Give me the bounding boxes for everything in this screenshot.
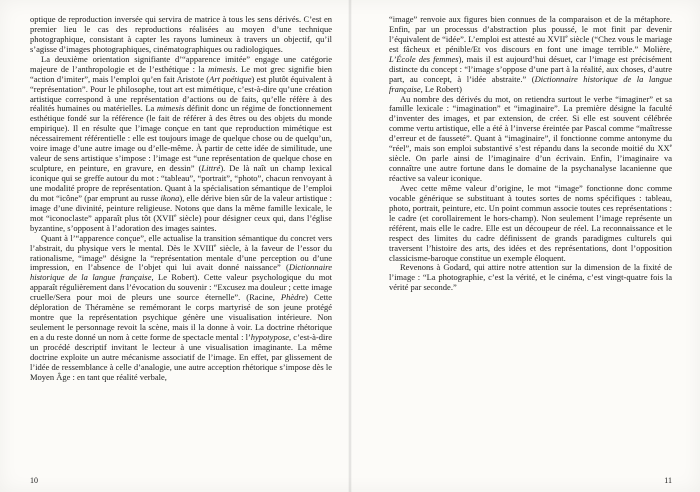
page-number-left: 10 — [30, 476, 38, 485]
page-right — [350, 0, 700, 492]
page-number-right: 11 — [664, 476, 672, 485]
paragraph: Revenons à Godard, qui attire notre attention sur la dimension de la fixité de l’image : “La photographie, c’est la vérité, et le cinéma, c’est vingt-quatre fois la vérité par seconde.” — [389, 262, 672, 293]
paragraph: La deuxième orientation signifiante d’“apparence imitée” engage une catégorie majeure de l’anthropologie et de l’esthétique : la mimesis. Le mot grec signifie bien “action d’imiter”, mais l’emploi qu’en fait Aristote (Art poétique) est plutôt équivalent à “représentation”. Pour le philosophe, tout art est mimétique, c’est-à-dire qu’une création artistique correspond à une représentation d’actions ou de faits, qu’elle réfère à des réalités humaines ou matérielles. La mimesis définit donc un régime de fonctionnement esthétique fondé sur la référence (le fait de référer à des êtres ou des objets du monde empirique). Il en résulte que l’image conçue en tant que reproduction mimétique est nécessairement référentielle : elle est toujours image de quelque chose ou de quelqu’un, voire image d’une autre image ou d’elle-même. À partir de cette idée de similitude, une valeur de sens artistique s’impose : l’image est “une représentation de quelque chose en sculpture, en peinture, en gravure, en dessin” (Littré). De là naît un champ lexical iconique qui se greffe autour du mot : “tableau”, “portrait”, “photo”, chacun renvoyant à une modalité propre de représentation. Quant à la spécialisation sémantique de l’emploi du mot “icône” (par emprunt au russe ikona), elle dérive bien sûr de la valeur artistique : image d’une divinité, peinture religieuse. Notons que dans la même famille lexicale, le mot “iconoclaste” apparaît plus tôt (XVIIe siècle) pour désigner ceux qui, dans l’église byzantine, s’opposent à l’adoration des images saintes. — [30, 53, 332, 233]
paragraph: optique de reproduction inversée qui servira de matrice à tous les sens dérivés. C’est en premier lieu le cas des reproductions réalisées au moyen d’une technique photographique, consistant à capter les rayons lumineux à travers un objectif, qu’il s’agisse d’images photographiques, cinématographiques ou radiologiques. — [30, 14, 332, 54]
paragraph: Avec cette même valeur d’origine, le mot “image” fonctionne donc comme vocable générique se substituant à toutes sortes de noms spécifiques : tableau, photo, portrait, peinture, etc. Un point commun associe toutes ces représentations : le cadre (et corollairement le hors-champ). Non seulement l’image représente un référent, mais elle le cadre. Elle est un découpeur de réel. La reconnaissance et le respect des limites du cadre définissent de grands paradigmes culturels qui traversent l’histoire des arts, des idées et des représentations, dont l’opposition classicisme-baroque constitue un exemple éloquent. — [389, 182, 672, 263]
paragraph: “image” renvoie aux figures bien connues de la comparaison et de la métaphore. Enfin, par un processus d’abstraction plus poussé, le mot finit par devenir l’équivalent de “idée”. L’emploi est attesté au XVIIe siècle (“Chez vous le mariage est fâcheux et pénible/Et vos discours en font une image terrible.” Molière, L’École des femmes), mais il est aujourd’hui désuet, car l’image est précisément distincte du concept : “l’image s’oppose d’une part à la réalité, aux choses, d’autre part, au concept, à l’idée abstraite.” (Dictionnaire historique de la langue française, Le Robert) — [389, 14, 672, 94]
paragraph: Au nombre des dérivés du mot, on retiendra surtout le verbe “imaginer” et sa famille lexicale : “imagination” et “imaginaire”. La première désigne la faculté d’inventer des images, et par extension, de créer. Si elle est souvent célébrée comme vertu artistique, elle a été à l’inverse éreintée par Pascal comme “maîtresse d’erreur et de fausseté”. Quant à “imaginaire”, il fonctionne comme antonyme du “réel”, mais son emploi substantivé s’est répandu dans la seconde moitié du XXe siècle. On parle ainsi de l’imaginaire d’un écrivain. Enfin, l’imaginaire va connaître une autre fortune dans le domaine de la psychanalyse lacanienne que réactive sa valeur iconique. — [389, 93, 672, 183]
left-text-column — [30, 15, 332, 383]
right-text-column — [389, 15, 672, 293]
paragraph: Quant à l’“apparence conçue”, elle actualise la transition sémantique du concret vers l’abstrait, du physique vers le mental. Dès le XVIIIe siècle, à la faveur de l’essor du rationalisme, “image” désigne la “représentation mentale d’une perception ou d’une impression, en l’absence de l’objet qui lui avait donné naissance” (Dictionnaire historique de la langue française, Le Robert). Cette valeur psychologique du mot apparaît régulièrement dans l’évocation du souvenir : “Excusez ma douleur ; cette image cruelle/Sera pour moi de pleurs une source éternelle”. (Racine, Phèdre) Cette déploration de Théramène se remémorant le corps martyrisé de son jeune protégé montre que la représentation psychique génère une visualisation intérieure. Non seulement le personnage revoit la scène, mais il la donne à voir. La doctrine rhétorique en a du reste donné un nom à cette forme de spectacle mental : l’hypotypose, c’est-à-dire un procédé descriptif invitant le lecteur à une visualisation imaginante. La même doctrine exploite un autre mécanisme associatif de l’image. En effet, par glissement de l’idée de ressemblance à celle d’analogie, une autre acception rhétorique s’impose dès le Moyen Âge : en tant que réalité verbale, — [30, 232, 332, 382]
